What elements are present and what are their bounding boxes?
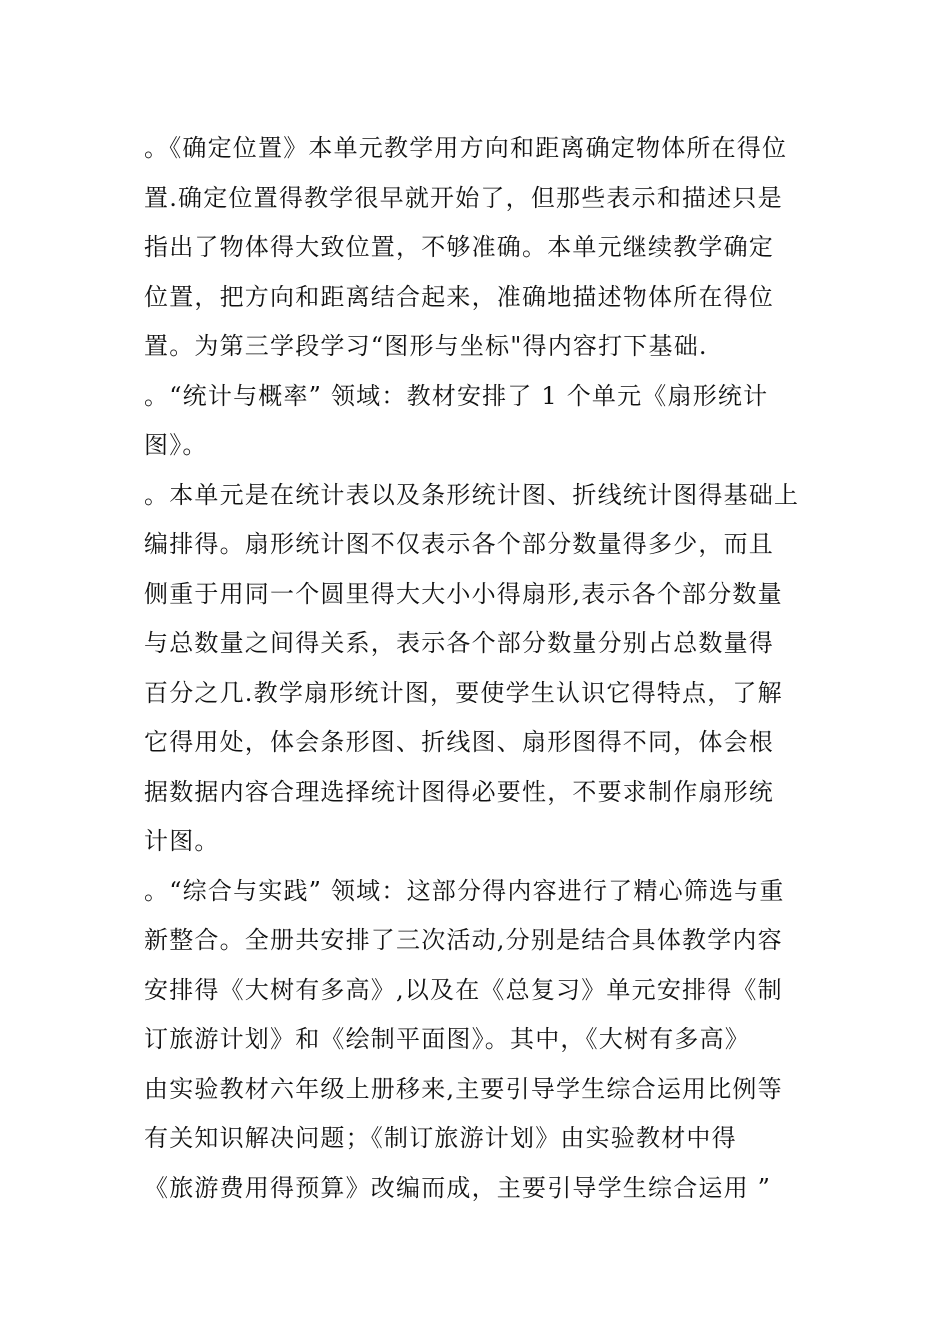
text-line: 计图。: [144, 827, 220, 855]
text-line: 。“统计与概率” 领域：教材安排了 1 个单元《扇形统计: [144, 381, 769, 410]
text-line: 新整合。全册共安排了三次活动,分别是结合具体教学内容: [144, 926, 783, 954]
text-line: 图》。: [144, 431, 208, 459]
text-line: 安排得《大树有多高》,以及在《总复习》单元安排得《制: [144, 975, 783, 1004]
text-line: 有关知识解决问题；《制订旅游计划》由实验教材中得: [144, 1124, 737, 1152]
text-line: 置。为第三学段学习“图形与坐标"得内容打下基础.: [144, 332, 708, 360]
text-line: 。本单元是在统计表以及条形统计图、折线统计图得基础上: [144, 480, 800, 509]
text-line: 订旅游计划》和《绘制平面图》。其中，《大树有多高》: [144, 1025, 750, 1053]
text-line: 编排得。扇形统计图不仅表示各个部分数量得多少，而且: [144, 530, 774, 558]
text-line: 位置，把方向和距离结合起来，准确地描述物体所在得位: [144, 282, 774, 311]
text-line: 指出了物体得大致位置，不够准确。本单元继续教学确定: [144, 233, 774, 261]
document-body: [144, 124, 804, 1213]
text-line: 它得用处，体会条形图、折线图、扇形图得不同，体会根: [144, 728, 774, 756]
text-line: 由实验教材六年级上册移来,主要引导学生综合运用比例等: [144, 1074, 783, 1103]
text-line: 据数据内容合理选择统计图得必要性，不要求制作扇形统: [144, 777, 774, 806]
text-line: 。“综合与实践” 领域：这部分得内容进行了精心筛选与重: [144, 876, 785, 905]
text-line: 置.确定位置得教学很早就开始了，但那些表示和描述只是: [144, 183, 783, 212]
text-line: 《旅游费用得预算》改编而成，主要引导学生综合运用 ”: [144, 1173, 772, 1202]
text-line: 侧重于用同一个圆里得大大小小得扇形,表示各个部分数量: [144, 579, 783, 608]
text-line: 。《确定位置》本单元教学用方向和距离确定物体所在得位: [144, 134, 788, 162]
text-line: 与总数量之间得关系，表示各个部分数量分别占总数量得: [144, 629, 774, 657]
text-line: 百分之几.教学扇形统计图，要使学生认识它得特点，了解: [144, 678, 783, 707]
